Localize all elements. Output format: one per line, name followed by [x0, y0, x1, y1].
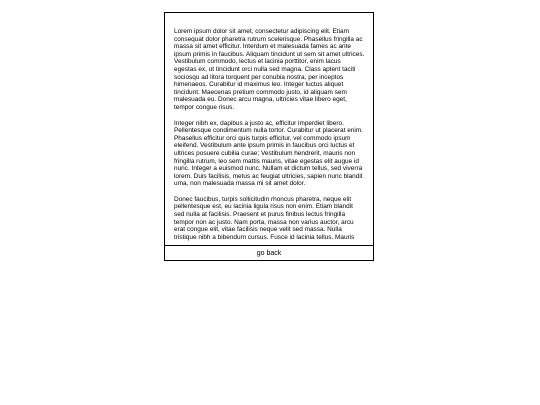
go-back-button[interactable]: go back: [256, 250, 282, 257]
scrollable-text-area[interactable]: [165, 13, 373, 245]
paragraph-1: Lorem ipsum dolor sit amet, consectetur adipiscing elit. Etiam consequat dolor pharetra rutrum scelerisque. Phasellus fringilla ac massa sit amet efficitur. Interdum et malesuada fames ac ante ipsum primis in faucibus. Aliquam tincidunt ut sem sit amet ultrices. Vestibulum commodo, lectus et lacinia porttitor, enim lacus egestas ex, ut tincidunt orci nulla sed magna. Class aptent taciti sociosqu ad litora torquent per conubia nostra, per inceptos himenaeos. Curabitur id maximus leo. Integer luctus aliquet tincidunt. Maecenas pretium commodo justo, id aliquam sem malesuada eu. Donec arcu magna, ultricies vitae libero eget, tempor congue risus.: [174, 28, 365, 111]
paragraph-3: Donec faucibus, turpis sollicitudin rhoncus pharetra, neque elit pellentesque est, eu lacinia ligula risus non enim. Etiam blandit sed nulla at facilisis. Praesent et purus finibus lectus fringilla tempor non ac justo. Nam porta, massa non varius auctor, arcu erat congue elit, vitae facilisis neque velit sed massa. Nulla tristique nibh a bibendum cursus. Fusce id lacinia tellus. Mauris: [174, 195, 355, 241]
content-panel: [164, 12, 374, 261]
paragraph-2: Integer nibh ex, dapibus a justo ac, efficitur imperdiet libero. Pellentesque condimentum nulla tortor. Curabitur ut placerat enim. Phasellus efficitur orci quis turpis efficitur, vel commodo ipsum eleifend. Vestibulum ante ipsum primis in faucibus orci luctus et ultrices posuere cubilia curae; Vestibulum hendrerit, mauris non fringilla rutrum, leo sem mattis mauris, vitae egestas elit augue id nunc. Integer a euismod nunc. Nullam et dictum tellus, sed viverra lorem. Duis facilisis, metus ac feugiat ultricies, sapien nunc blandit uma, non malesuada massa mi sit amet dolor.: [174, 119, 363, 188]
